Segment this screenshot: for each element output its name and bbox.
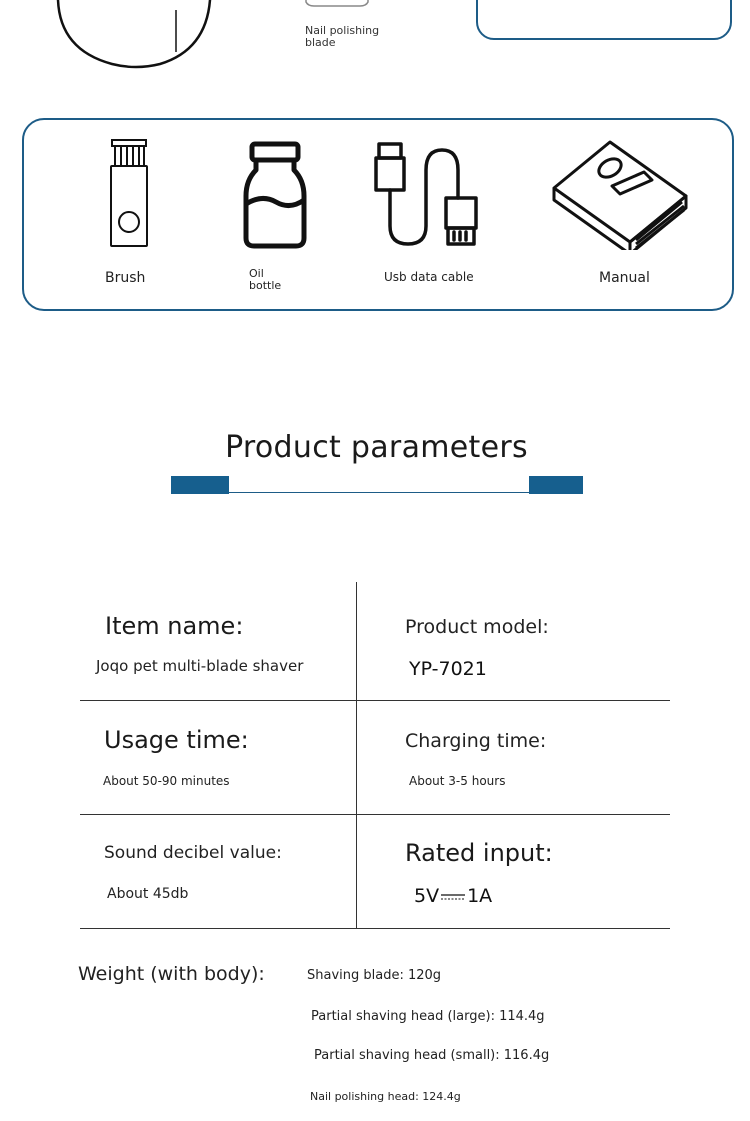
rated-voltage: 5V — [414, 885, 440, 907]
charging-time-label: Charging time: — [405, 730, 547, 752]
table-row-divider — [80, 928, 670, 929]
weight-item: Shaving blade: 120g — [307, 968, 442, 983]
dc-symbol-icon — [441, 885, 465, 907]
usb-cable-icon — [374, 140, 484, 254]
item-name-value: Joqo pet multi-blade shaver — [96, 657, 304, 675]
table-row-divider — [80, 700, 670, 701]
accessory-label-manual: Manual — [599, 270, 650, 286]
title-divider — [229, 492, 529, 493]
weight-item: Nail polishing head: 124.4g — [310, 1090, 461, 1103]
weight-label: Weight (with body): — [78, 963, 265, 985]
rated-input-value — [414, 885, 492, 907]
weight-item: Partial shaving head (large): 114.4g — [311, 1009, 545, 1024]
blade-caption: Nail polishing blade — [305, 24, 380, 49]
usage-time-value: About 50-90 minutes — [103, 774, 230, 788]
charging-time-value: About 3-5 hours — [409, 774, 506, 788]
rated-current: 1A — [467, 885, 493, 907]
sound-decibel-label: Sound decibel value: — [104, 843, 282, 863]
item-name-label: Item name: — [105, 612, 244, 640]
oil-bottle-icon — [242, 140, 308, 254]
product-model-label: Product model: — [405, 616, 549, 638]
rated-input-label: Rated input: — [405, 839, 553, 867]
top-frame-box — [476, 0, 732, 40]
section-title: Product parameters — [225, 430, 528, 465]
brush-icon — [106, 138, 152, 254]
accessory-label-brush: Brush — [105, 270, 146, 286]
shaver-body-image — [56, 0, 214, 70]
table-vertical-divider — [356, 582, 357, 928]
accessory-label-oil-bottle: Oil bottle — [249, 267, 282, 292]
table-row-divider — [80, 814, 670, 815]
manual-book-icon — [550, 138, 690, 254]
title-bar-right — [529, 476, 583, 494]
weight-item: Partial shaving head (small): 116.4g — [314, 1048, 550, 1063]
usage-time-label: Usage time: — [104, 726, 249, 754]
title-bar-left — [171, 476, 229, 494]
accessory-label-usb-cable: Usb data cable — [384, 270, 474, 284]
nail-polishing-blade-image — [302, 0, 372, 10]
product-model-value: YP-7021 — [409, 658, 487, 680]
sound-decibel-value: About 45db — [107, 886, 189, 902]
